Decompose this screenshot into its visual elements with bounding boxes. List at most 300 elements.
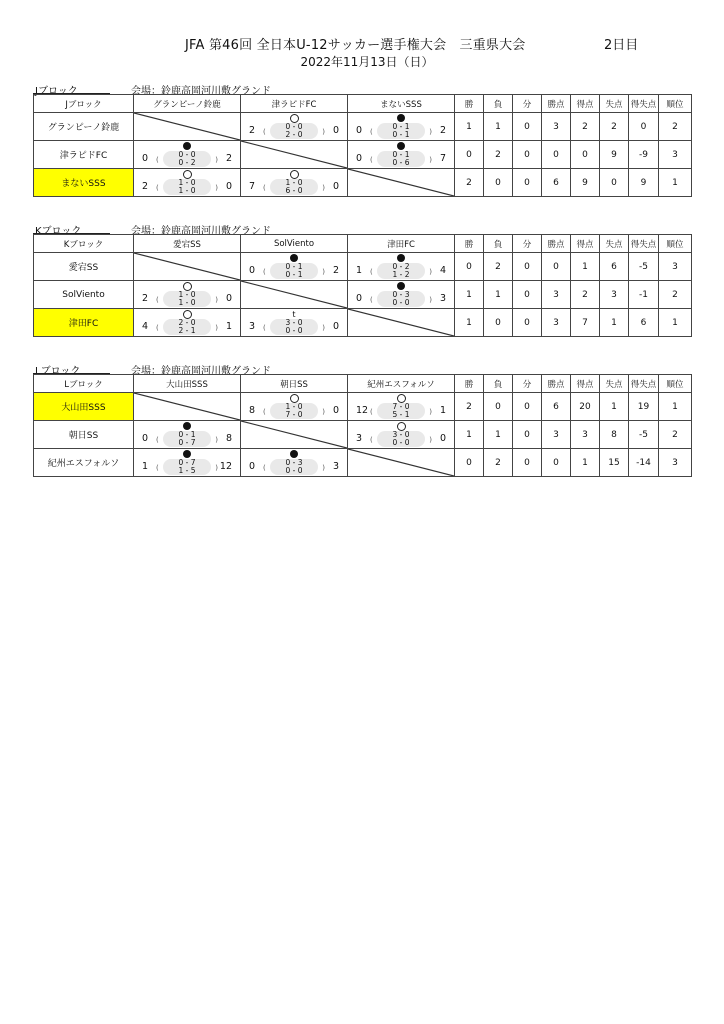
stat-cell: 3	[542, 281, 571, 309]
stat-cell: 9	[629, 169, 659, 197]
match-result	[348, 253, 454, 280]
goals-for: 8	[249, 405, 256, 416]
stat-cell: -1	[629, 281, 659, 309]
stat-cell: 1	[484, 281, 513, 309]
stat-cell: 15	[600, 449, 629, 477]
table-row	[34, 253, 692, 281]
diagonal-line	[241, 421, 347, 448]
match-result-cell	[134, 449, 241, 477]
table-row	[34, 393, 692, 421]
paren-close: )	[322, 464, 325, 472]
self-match-cell	[348, 449, 455, 477]
match-result-cell	[348, 421, 455, 449]
stat-header: 勝点	[542, 95, 571, 113]
stat-cell: 20	[571, 393, 600, 421]
goals-against: 0	[332, 405, 339, 416]
block-name: Lブロック	[35, 366, 81, 377]
stat-cell: 0	[513, 113, 542, 141]
match-result-cell	[241, 253, 348, 281]
stat-cell: 6	[600, 253, 629, 281]
first-half-score: 0 - 2	[392, 262, 410, 271]
half-scores	[163, 179, 211, 195]
self-match-cell	[134, 393, 241, 421]
paren-open: (	[156, 296, 159, 304]
match-result	[241, 309, 347, 336]
stat-header: 負	[484, 95, 513, 113]
goals-for: 0	[249, 461, 256, 472]
stat-cell: 2	[571, 113, 600, 141]
stat-cell: 2	[455, 169, 484, 197]
match-result	[348, 421, 454, 448]
goals-against: 12	[219, 461, 232, 472]
second-half-score: 1 - 0	[178, 186, 196, 195]
goals-for: 0	[142, 153, 149, 164]
paren-close: )	[215, 464, 218, 472]
stat-cell: 0	[600, 169, 629, 197]
header-row	[34, 375, 692, 393]
paren-open: (	[370, 296, 373, 304]
first-half-score: 1 - 0	[285, 178, 303, 187]
stat-header: 分	[513, 235, 542, 253]
second-half-score: 7 - 0	[285, 410, 303, 419]
diagonal-line	[134, 393, 240, 420]
tournament-date: 2022年11月13日（日）	[300, 55, 434, 69]
diagonal-line	[134, 253, 240, 280]
stat-cell: 2	[659, 421, 692, 449]
stat-cell: 1	[484, 113, 513, 141]
paren-open: (	[370, 436, 373, 444]
stat-cell: 0	[455, 253, 484, 281]
second-half-score: 1 - 5	[178, 466, 196, 475]
goals-against: 0	[439, 433, 446, 444]
match-result	[134, 309, 240, 336]
goals-for: 3	[249, 321, 256, 332]
stat-cell: 0	[513, 281, 542, 309]
second-half-score: 0 - 0	[285, 326, 303, 335]
goals-for: 0	[356, 125, 363, 136]
goals-against: 2	[439, 125, 446, 136]
half-scores	[377, 291, 425, 307]
self-match-cell	[134, 253, 241, 281]
result-mark: t	[292, 310, 296, 319]
paren-open: (	[156, 324, 159, 332]
paren-close: )	[429, 156, 432, 164]
paren-open: (	[156, 436, 159, 444]
goals-against: 8	[225, 433, 232, 444]
goals-for: 1	[356, 265, 363, 276]
stat-cell: 1	[600, 393, 629, 421]
paren-open: (	[263, 324, 266, 332]
table-row	[34, 421, 692, 449]
standings-table	[33, 234, 692, 337]
second-half-score: 0 - 1	[285, 270, 303, 279]
stat-cell: 3	[542, 421, 571, 449]
diagonal-line	[134, 113, 240, 140]
half-scores	[163, 459, 211, 475]
column-team-name: まないSSS	[348, 95, 455, 113]
stat-header: 順位	[659, 235, 692, 253]
match-result	[134, 449, 240, 476]
paren-open: (	[263, 268, 266, 276]
goals-against: 3	[332, 461, 339, 472]
stat-cell: 3	[659, 449, 692, 477]
match-result	[348, 141, 454, 168]
goals-for: 2	[142, 181, 149, 192]
table-row	[34, 141, 692, 169]
block-venue: 会場：鈴鹿高岡河川敷グランド	[131, 86, 271, 97]
stat-cell: 1	[659, 393, 692, 421]
match-result-cell	[241, 449, 348, 477]
standings-table	[33, 94, 692, 197]
stat-cell: 0	[484, 169, 513, 197]
stat-cell: -9	[629, 141, 659, 169]
stat-cell: 1	[455, 281, 484, 309]
column-team-name: 朝日SS	[241, 375, 348, 393]
goals-for: 3	[356, 433, 363, 444]
stat-header: 勝	[455, 95, 484, 113]
stat-cell: 19	[629, 393, 659, 421]
column-team-name: SolViento	[241, 235, 348, 253]
block-name: Jブロック	[35, 86, 78, 97]
diagonal-line	[348, 309, 454, 336]
goals-for: 12	[356, 405, 369, 416]
stat-header: 得失点	[629, 95, 659, 113]
paren-open: (	[370, 156, 373, 164]
stat-cell: 9	[571, 169, 600, 197]
goals-for: 0	[356, 293, 363, 304]
half-scores	[270, 403, 318, 419]
stat-header: 順位	[659, 95, 692, 113]
diagonal-line	[241, 141, 347, 168]
standings-table	[33, 374, 692, 477]
diagonal-line	[241, 281, 347, 308]
match-result-cell	[241, 113, 348, 141]
stat-header: 得点	[571, 95, 600, 113]
stat-header: 得点	[571, 375, 600, 393]
stat-cell: 3	[542, 309, 571, 337]
self-match-cell	[348, 309, 455, 337]
half-scores	[270, 319, 318, 335]
second-half-score: 0 - 2	[178, 158, 196, 167]
goals-for: 7	[249, 181, 256, 192]
stat-cell: 0	[542, 253, 571, 281]
goals-against: 1	[439, 405, 446, 416]
paren-open: (	[370, 408, 373, 416]
match-result	[134, 281, 240, 308]
stat-header: 失点	[600, 235, 629, 253]
paren-close: )	[322, 128, 325, 136]
match-result	[241, 449, 347, 476]
stat-cell: -14	[629, 449, 659, 477]
row-team-name: SolViento	[34, 281, 134, 309]
goals-for: 2	[142, 293, 149, 304]
match-result	[134, 169, 240, 196]
paren-close: )	[429, 436, 432, 444]
paren-open: (	[156, 464, 159, 472]
match-result	[134, 141, 240, 168]
first-half-score: 2 - 0	[178, 318, 196, 327]
stat-cell: 3	[600, 281, 629, 309]
goals-against: 1	[225, 321, 232, 332]
stat-cell: 0	[629, 113, 659, 141]
stat-header: 失点	[600, 95, 629, 113]
column-team-name: 大山田SSS	[134, 375, 241, 393]
stat-header: 得失点	[629, 235, 659, 253]
stat-cell: 3	[571, 421, 600, 449]
stat-cell: 7	[571, 309, 600, 337]
first-half-score: 1 - 0	[178, 178, 196, 187]
row-team-name: 愛宕SS	[34, 253, 134, 281]
stat-cell: 1	[455, 421, 484, 449]
match-result-cell	[134, 169, 241, 197]
paren-close: )	[215, 184, 218, 192]
stat-cell: 9	[600, 141, 629, 169]
stat-cell: 6	[629, 309, 659, 337]
row-team-name: 紀州エスフォルソ	[34, 449, 134, 477]
stat-cell: 2	[571, 281, 600, 309]
corner-block-name: Lブロック	[34, 375, 134, 393]
stat-cell: 2	[600, 113, 629, 141]
table-row	[34, 169, 692, 197]
stat-header: 得失点	[629, 375, 659, 393]
half-scores	[163, 431, 211, 447]
stat-cell: 1	[484, 421, 513, 449]
paren-open: (	[263, 408, 266, 416]
stat-header: 勝	[455, 375, 484, 393]
paren-close: )	[429, 268, 432, 276]
paren-open: (	[156, 156, 159, 164]
stat-cell: 0	[513, 141, 542, 169]
stat-header: 分	[513, 375, 542, 393]
row-team-name: 津ラピドFC	[34, 141, 134, 169]
paren-close: )	[429, 408, 432, 416]
stat-cell: 0	[513, 253, 542, 281]
paren-close: )	[215, 324, 218, 332]
match-result	[134, 421, 240, 448]
stat-cell: 0	[455, 141, 484, 169]
match-result-cell	[134, 281, 241, 309]
stat-header: 負	[484, 235, 513, 253]
stat-cell: 1	[600, 309, 629, 337]
block-venue: 会場：鈴鹿高岡河川敷グランド	[131, 366, 271, 377]
stat-cell: 0	[513, 421, 542, 449]
first-half-score: 0 - 0	[178, 150, 196, 159]
second-half-score: 0 - 0	[392, 298, 410, 307]
paren-open: (	[263, 464, 266, 472]
match-result-cell	[134, 141, 241, 169]
table-row	[34, 309, 692, 337]
goals-against: 0	[225, 181, 232, 192]
first-half-score: 0 - 7	[178, 458, 196, 467]
stat-cell: 2	[484, 141, 513, 169]
match-result-cell	[134, 421, 241, 449]
stat-cell: 8	[600, 421, 629, 449]
stat-cell: 3	[659, 253, 692, 281]
second-half-score: 1 - 2	[392, 270, 410, 279]
stat-cell: 2	[484, 449, 513, 477]
stat-cell: 3	[542, 113, 571, 141]
match-result	[348, 281, 454, 308]
table-row	[34, 281, 692, 309]
half-scores	[270, 123, 318, 139]
match-result-cell	[134, 309, 241, 337]
second-half-score: 0 - 7	[178, 438, 196, 447]
paren-close: )	[429, 296, 432, 304]
goals-against: 0	[225, 293, 232, 304]
paren-close: )	[215, 296, 218, 304]
paren-open: (	[156, 184, 159, 192]
stat-cell: 6	[542, 393, 571, 421]
tournament-title: JFA 第46回 全日本U-12サッカー選手権大会 三重県大会	[185, 38, 526, 53]
stat-cell: 1	[659, 169, 692, 197]
stat-header: 得点	[571, 235, 600, 253]
half-scores	[377, 123, 425, 139]
second-half-score: 0 - 1	[392, 130, 410, 139]
match-result	[241, 253, 347, 280]
table-row	[34, 113, 692, 141]
goals-against: 2	[332, 265, 339, 276]
match-result-cell	[241, 393, 348, 421]
goals-for: 0	[142, 433, 149, 444]
second-half-score: 0 - 0	[285, 466, 303, 475]
goals-against: 0	[332, 321, 339, 332]
row-team-name: グランピーノ鈴鹿	[34, 113, 134, 141]
stat-header: 負	[484, 375, 513, 393]
first-half-score: 1 - 0	[285, 402, 303, 411]
stat-header: 分	[513, 95, 542, 113]
second-half-score: 6 - 0	[285, 186, 303, 195]
match-result-cell	[348, 393, 455, 421]
corner-block-name: Jブロック	[34, 95, 134, 113]
stat-cell: 0	[542, 449, 571, 477]
match-result-cell	[348, 141, 455, 169]
paren-close: )	[429, 128, 432, 136]
first-half-score: 0 - 3	[392, 290, 410, 299]
match-result-cell	[348, 113, 455, 141]
first-half-score: 0 - 1	[178, 430, 196, 439]
goals-for: 0	[356, 153, 363, 164]
stat-cell: 0	[513, 309, 542, 337]
paren-close: )	[322, 324, 325, 332]
stat-cell: 0	[484, 393, 513, 421]
paren-close: )	[322, 184, 325, 192]
row-team-name: 津田FC	[34, 309, 134, 337]
paren-open: (	[263, 184, 266, 192]
header-row	[34, 95, 692, 113]
second-half-score: 1 - 0	[178, 298, 196, 307]
block-venue: 会場：鈴鹿高岡河川敷グランド	[131, 226, 271, 237]
goals-for: 2	[249, 125, 256, 136]
match-result-cell	[241, 309, 348, 337]
paren-open: (	[370, 268, 373, 276]
half-scores	[377, 151, 425, 167]
row-team-name: 朝日SS	[34, 421, 134, 449]
goals-for: 0	[249, 265, 256, 276]
stat-cell: 2	[659, 281, 692, 309]
half-scores	[270, 179, 318, 195]
self-match-cell	[348, 169, 455, 197]
stat-header: 失点	[600, 375, 629, 393]
self-match-cell	[241, 421, 348, 449]
stat-cell: 1	[455, 113, 484, 141]
stat-cell: 1	[571, 253, 600, 281]
stat-cell: 0	[542, 141, 571, 169]
first-half-score: 0 - 0	[285, 122, 303, 131]
half-scores	[163, 319, 211, 335]
half-scores	[270, 459, 318, 475]
first-half-score: 0 - 1	[392, 150, 410, 159]
stat-cell: 1	[571, 449, 600, 477]
paren-close: )	[322, 268, 325, 276]
stat-cell: 6	[542, 169, 571, 197]
stat-cell: 1	[659, 309, 692, 337]
stat-cell: 2	[455, 393, 484, 421]
column-team-name: 紀州エスフォルソ	[348, 375, 455, 393]
stat-cell: -5	[629, 421, 659, 449]
document-title	[0, 34, 724, 53]
second-half-score: 5 - 1	[392, 410, 410, 419]
second-half-score: 0 - 0	[392, 438, 410, 447]
block-name: Kブロック	[35, 226, 82, 237]
stat-header: 勝	[455, 235, 484, 253]
match-result-cell	[241, 169, 348, 197]
self-match-cell	[134, 113, 241, 141]
first-half-score: 0 - 1	[285, 262, 303, 271]
stat-cell: -5	[629, 253, 659, 281]
match-result	[241, 113, 347, 140]
half-scores	[377, 263, 425, 279]
corner-block-name: Kブロック	[34, 235, 134, 253]
first-half-score: 3 - 0	[285, 318, 303, 327]
column-team-name: 津ラピドFC	[241, 95, 348, 113]
paren-close: )	[215, 436, 218, 444]
first-half-score: 3 - 0	[392, 430, 410, 439]
stat-cell: 0	[484, 309, 513, 337]
goals-against: 7	[439, 153, 446, 164]
stat-cell: 2	[484, 253, 513, 281]
self-match-cell	[241, 281, 348, 309]
self-match-cell	[241, 141, 348, 169]
paren-open: (	[370, 128, 373, 136]
first-half-score: 0 - 3	[285, 458, 303, 467]
column-team-name: 愛宕SS	[134, 235, 241, 253]
row-team-name: 大山田SSS	[34, 393, 134, 421]
goals-against: 0	[332, 181, 339, 192]
stat-header: 勝点	[542, 235, 571, 253]
half-scores	[377, 431, 425, 447]
column-team-name: グランピーノ鈴鹿	[134, 95, 241, 113]
stat-header: 勝点	[542, 375, 571, 393]
half-scores	[270, 263, 318, 279]
column-team-name: 津田FC	[348, 235, 455, 253]
second-half-score: 2 - 1	[178, 326, 196, 335]
stat-cell: 0	[513, 393, 542, 421]
goals-against: 0	[332, 125, 339, 136]
first-half-score: 1 - 0	[178, 290, 196, 299]
first-half-score: 0 - 1	[392, 122, 410, 131]
stat-cell: 1	[455, 309, 484, 337]
half-scores	[163, 151, 211, 167]
paren-close: )	[322, 408, 325, 416]
tournament-day: 2日目	[604, 38, 639, 53]
goals-against: 2	[225, 153, 232, 164]
second-half-score: 2 - 0	[285, 130, 303, 139]
half-scores	[163, 291, 211, 307]
half-scores	[377, 403, 425, 419]
goals-for: 1	[142, 461, 149, 472]
goals-for: 4	[142, 321, 149, 332]
header-row	[34, 235, 692, 253]
